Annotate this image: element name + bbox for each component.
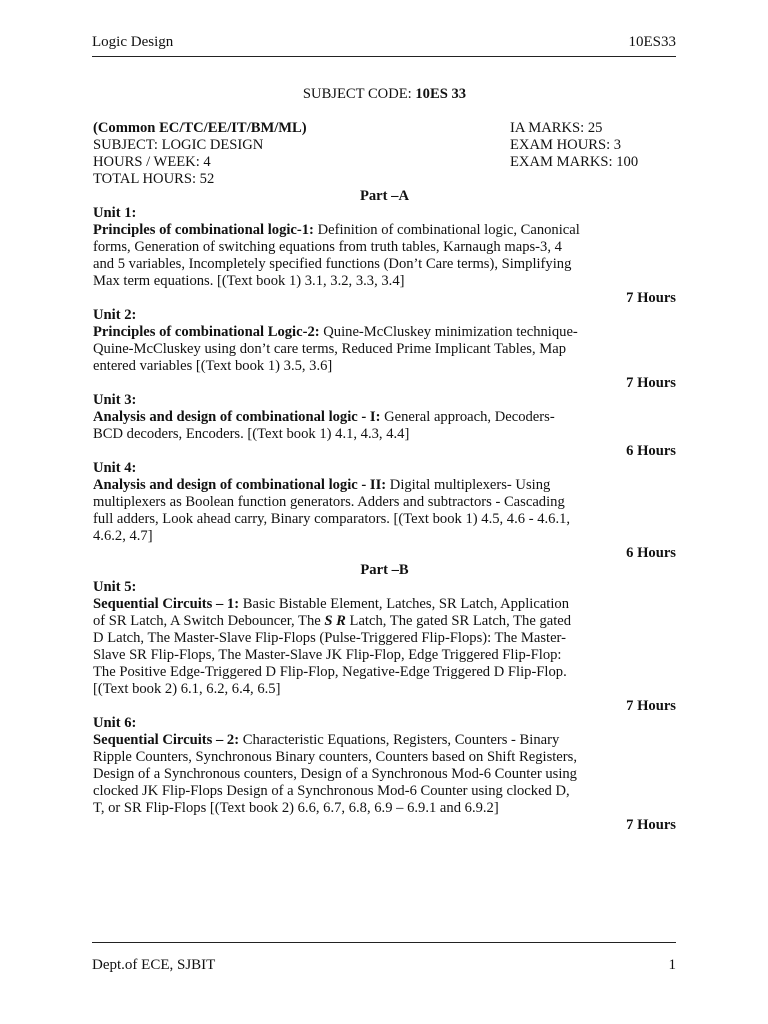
- unit-topic: Sequential Circuits – 2:: [93, 732, 240, 748]
- unit-2: [93, 307, 676, 392]
- page-number: 1: [668, 957, 676, 973]
- unit-text: Digital multiplexers- Using multiplexers as Boolean function generators. Adders and subtractors - Cascading full adders, Look ahead carry, Binary comparators. [(Text book 1) 4.5, 4.6 - 4.6.1, 4.6.2, 4.7]: [93, 477, 571, 544]
- unit-hours: 7 Hours: [626, 290, 676, 306]
- common-branches: (Common EC/TC/EE/IT/BM/ML): [93, 120, 307, 136]
- subject-name: SUBJECT: LOGIC DESIGN: [93, 137, 264, 153]
- unit-hours: 7 Hours: [626, 375, 676, 391]
- unit-topic: Analysis and design of combinational logic - I:: [93, 409, 381, 425]
- part-b-heading: Part –B: [360, 562, 409, 578]
- header-code: 10ES33: [628, 34, 676, 50]
- unit-hours: 6 Hours: [626, 443, 676, 459]
- header-title: Logic Design: [92, 34, 174, 50]
- unit-hours: 7 Hours: [626, 817, 676, 833]
- unit-description: [93, 324, 676, 375]
- unit-description: [93, 477, 676, 545]
- document-body: [93, 86, 676, 834]
- exam-hours: EXAM HOURS: 3: [510, 137, 622, 153]
- subject-code-label: SUBJECT CODE:: [302, 86, 416, 102]
- unit-description: [93, 222, 676, 290]
- unit-text-emphasis: S R: [324, 613, 346, 629]
- unit-label: Unit 6:: [93, 715, 137, 731]
- unit-description: [93, 596, 676, 698]
- total-hours: TOTAL HOURS: 52: [93, 171, 215, 187]
- page-header: [92, 34, 676, 57]
- footer-department: Dept.of ECE, SJBIT: [92, 957, 216, 973]
- unit-4: [93, 460, 676, 562]
- unit-hours: 6 Hours: [626, 545, 676, 561]
- unit-topic: Sequential Circuits – 1:: [93, 596, 240, 612]
- subject-code-line: [93, 86, 676, 103]
- unit-description: [93, 409, 676, 443]
- unit-label: Unit 4:: [93, 460, 137, 476]
- unit-3: [93, 392, 676, 460]
- unit-text: Characteristic Equations, Registers, Counters - Binary Ripple Counters, Synchronous Binary counters, Counters based on Shift Registers, Design of a Synchronous counters, Design of a Synchronous Mod-6 Counter using clocked JK Flip-Flops Design of a Synchronous Mod-6 Counter using clocked D, T, or SR Flip-Flops [(Text book 2) 6.6, 6.7, 6.8, 6.9 – 6.9.1 and 6.9.2]: [93, 732, 577, 816]
- unit-1: [93, 205, 676, 307]
- subject-code-value: 10ES 33: [415, 86, 467, 102]
- page-footer: [92, 942, 676, 974]
- unit-text: Quine-McCluskey minimization technique- Quine-McCluskey using don’t care terms, Reduced Prime Implicant Tables, Map entered variables [(Text book 1) 3.5, 3.6]: [93, 324, 578, 374]
- unit-text: General approach, Decoders-BCD decoders, Encoders. [(Text book 1) 4.1, 4.3, 4.4]: [93, 409, 555, 442]
- unit-topic: Principles of combinational logic-1:: [93, 222, 314, 238]
- course-info: [93, 120, 676, 188]
- hours-per-week: HOURS / WEEK: 4: [93, 154, 211, 170]
- unit-topic: Principles of combinational Logic-2:: [93, 324, 320, 340]
- unit-hours: 7 Hours: [626, 698, 676, 714]
- exam-marks: EXAM MARKS: 100: [510, 154, 639, 170]
- unit-label: Unit 3:: [93, 392, 137, 408]
- unit-5: [93, 579, 676, 715]
- unit-description: [93, 732, 676, 817]
- ia-marks: IA MARKS: 25: [510, 120, 603, 136]
- unit-text: Latch, The gated SR Latch, The gated D Latch, The Master-Slave Flip-Flops (Pulse-Triggered Flip-Flops): The Master-Slave SR Flip-Flops, The Master-Slave JK Flip-Flop, Edge Triggered Flip-Flop: The Positive Edge-Triggered D Flip-Flop, Negative-Edge Triggered D Flip-Flop. [(Text book 2) 6.1, 6.2, 6.4, 6.5]: [93, 613, 572, 697]
- course-info-left: [93, 120, 510, 188]
- unit-label: Unit 5:: [93, 579, 137, 595]
- course-info-right: [510, 120, 676, 188]
- unit-label: Unit 1:: [93, 205, 137, 221]
- unit-topic: Analysis and design of combinational logic - II:: [93, 477, 387, 493]
- unit-text: Definition of combinational logic, Canonical forms, Generation of switching equations from truth tables, Karnaugh maps-3, 4 and 5 variables, Incompletely specified functions (Don’t Care terms), Simplifying Max term equations. [(Text book 1) 3.1, 3.2, 3.3, 3.4]: [93, 222, 580, 289]
- unit-6: [93, 715, 676, 834]
- part-a-heading: Part –A: [359, 188, 410, 204]
- unit-text-pre: Basic Bistable Element, Latches, SR Latch, Application of SR Latch, A Switch Debouncer, The: [93, 596, 569, 629]
- unit-label: Unit 2:: [93, 307, 137, 323]
